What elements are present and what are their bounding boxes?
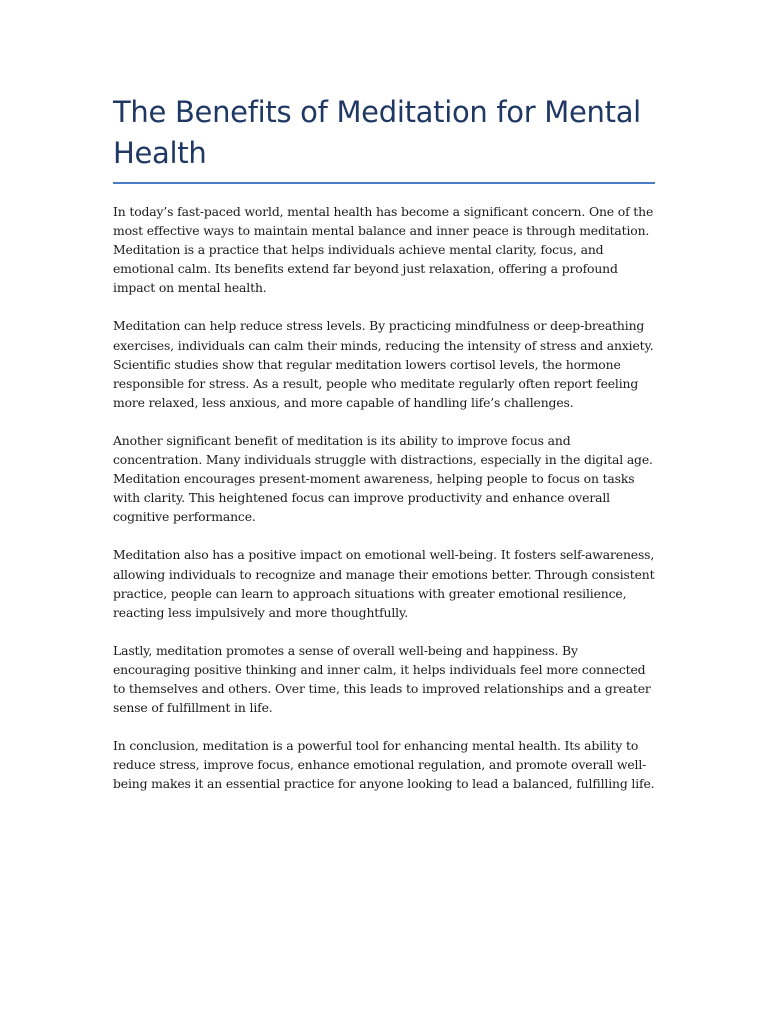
paragraph-stress: Meditation can help reduce stress levels. By practicing mindfulness or deep-breathing exercises, individuals can calm their minds, reducing the intensity of stress and anxiety. Scientific studies show that regular meditation lowers cortisol levels, the hormone responsible for stress. As a result, people who meditate regularly often report feeling more relaxed, less anxious, and more capable of handling life’s challenges. <box>113 318 654 410</box>
paragraph-focus: Another significant benefit of meditation is its ability to improve focus and concentration. Many individuals struggle with distractions, especially in the digital age. Meditation encourages present-moment awareness, helping people to focus on tasks with clarity. This heightened focus can improve productivity and enhance overall cognitive performance. <box>113 432 653 525</box>
paragraph-wellbeing: Lastly, meditation promotes a sense of overall well-being and happiness. By encouraging positive thinking and inner calm, it helps individuals feel more connected to themselves and others. Over time, this leads to improved relationships and a greater sense of fulfillment in life. <box>113 642 651 716</box>
paragraph-intro: In today’s fast-paced world, mental health has become a significant concern. One of the most effective ways to maintain mental balance and inner peace is through meditation. Meditation is a practice that helps individuals achieve mental clarity, focus, and emotional calm. Its benefits extend far beyond just relaxation, offering a profound impact on mental health. <box>113 204 654 296</box>
document-title: The Benefits of Meditation for Mental Health <box>113 95 641 170</box>
paragraph-emotional: Meditation also has a positive impact on emotional well-being. It fosters self-awareness, allowing individuals to recognize and manage their emotions better. Through consistent practice, people can learn to approach situations with greater emotional resilience, reacting less impulsively and more thoughtfully. <box>113 547 655 620</box>
title-divider <box>113 182 655 184</box>
paragraph-conclusion: In conclusion, meditation is a powerful tool for enhancing mental health. Its ability to reduce stress, improve focus, enhance emotional regulation, and promote overall well-being makes it an essential practice for anyone looking to lead a balanced, fulfilling life. <box>113 738 655 792</box>
document-page <box>113 92 655 812</box>
